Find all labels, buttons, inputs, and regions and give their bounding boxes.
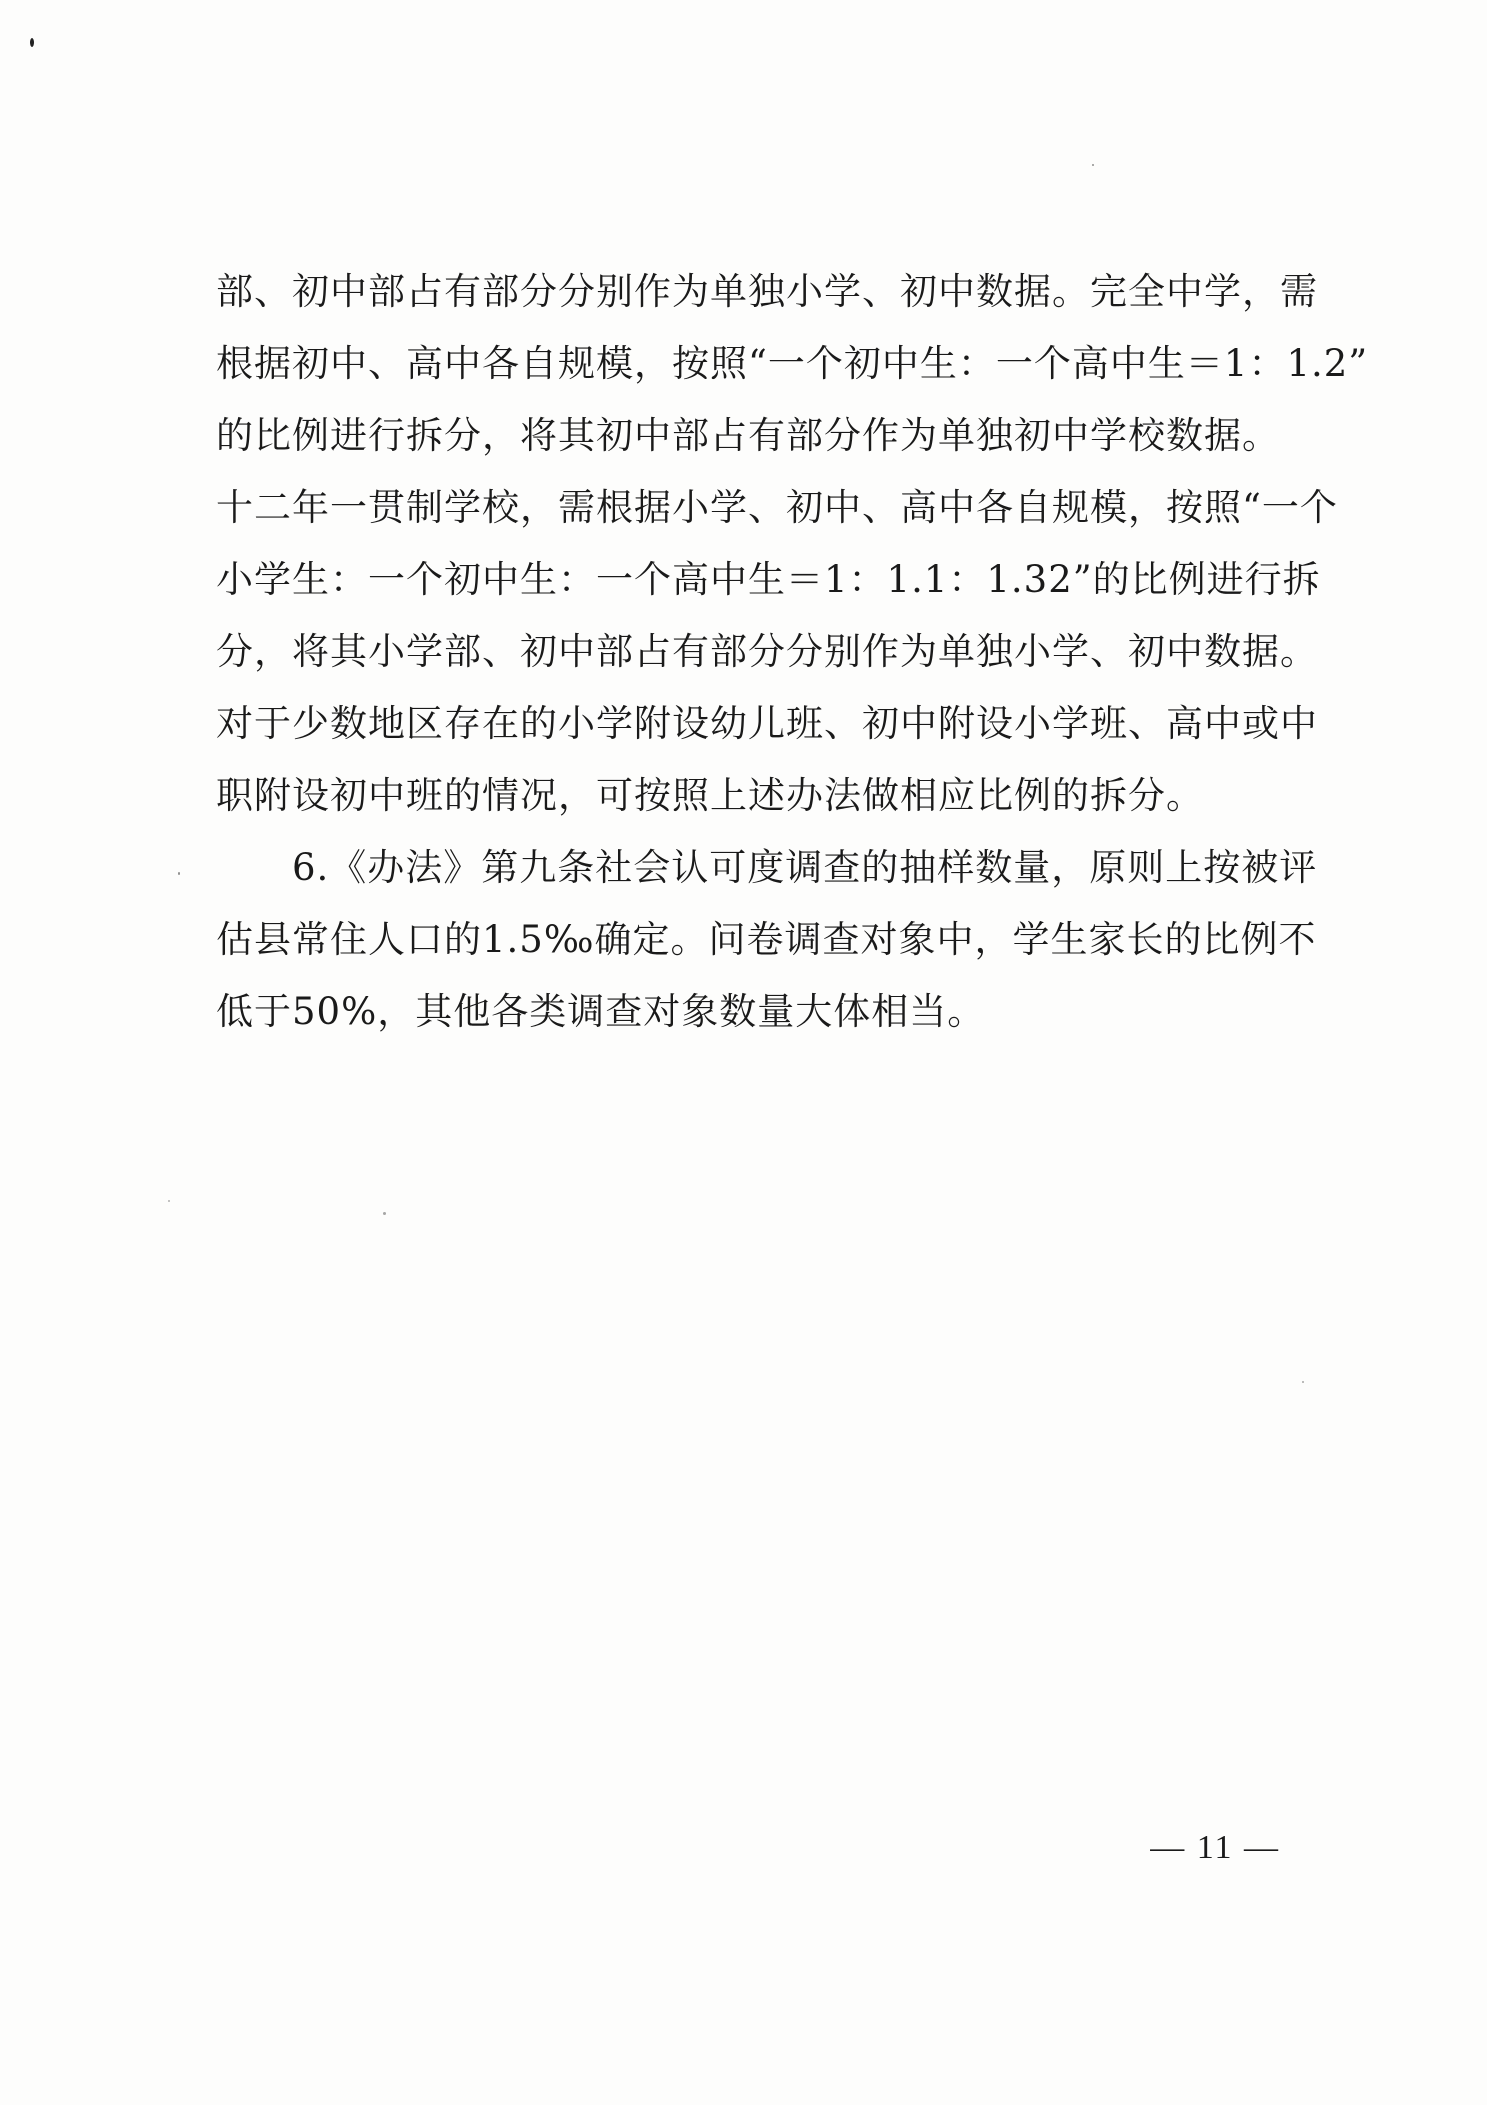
scan-speck bbox=[178, 872, 180, 875]
paragraph-1 bbox=[216, 256, 1369, 832]
scan-speck bbox=[383, 1212, 386, 1215]
text-line: 小学生：一个初中生：一个高中生＝1：1.1：1.32”的比例进行拆 bbox=[216, 558, 1321, 601]
text-line: 估县常住人口的1.5‰确定。问卷调查对象中，学生家长的比例不 bbox=[216, 918, 1317, 961]
page-number: — 11 — bbox=[1150, 1829, 1280, 1866]
text-line: 低于50%，其他各类调查对象数量大体相当。 bbox=[216, 990, 986, 1033]
scan-speck bbox=[168, 1200, 170, 1202]
scan-speck bbox=[1092, 164, 1094, 166]
text-line: 十二年一贯制学校，需根据小学、初中、高中各自规模，按照“一个 bbox=[216, 486, 1338, 529]
paragraph-2 bbox=[216, 832, 1318, 1048]
text-line: 职附设初中班的情况，可按照上述办法做相应比例的拆分。 bbox=[216, 774, 1204, 817]
body-text bbox=[216, 256, 1369, 1048]
text-line: 分，将其小学部、初中部占有部分分别作为单独小学、初中数据。 bbox=[216, 630, 1318, 673]
text-line: 的比例进行拆分，将其初中部占有部分作为单独初中学校数据。 bbox=[216, 414, 1280, 457]
scan-speck bbox=[1302, 1381, 1304, 1383]
text-line: 部、初中部占有部分分别作为单独小学、初中数据。完全中学，需 bbox=[216, 270, 1318, 313]
text-line: 根据初中、高中各自规模，按照“一个初中生：一个高中生＝1：1.2” bbox=[216, 342, 1369, 385]
text-line: 6.《办法》第九条社会认可度调查的抽样数量，原则上按被评 bbox=[292, 846, 1318, 889]
text-line: 对于少数地区存在的小学附设幼儿班、初中附设小学班、高中或中 bbox=[216, 702, 1318, 745]
scan-speck bbox=[30, 38, 34, 47]
